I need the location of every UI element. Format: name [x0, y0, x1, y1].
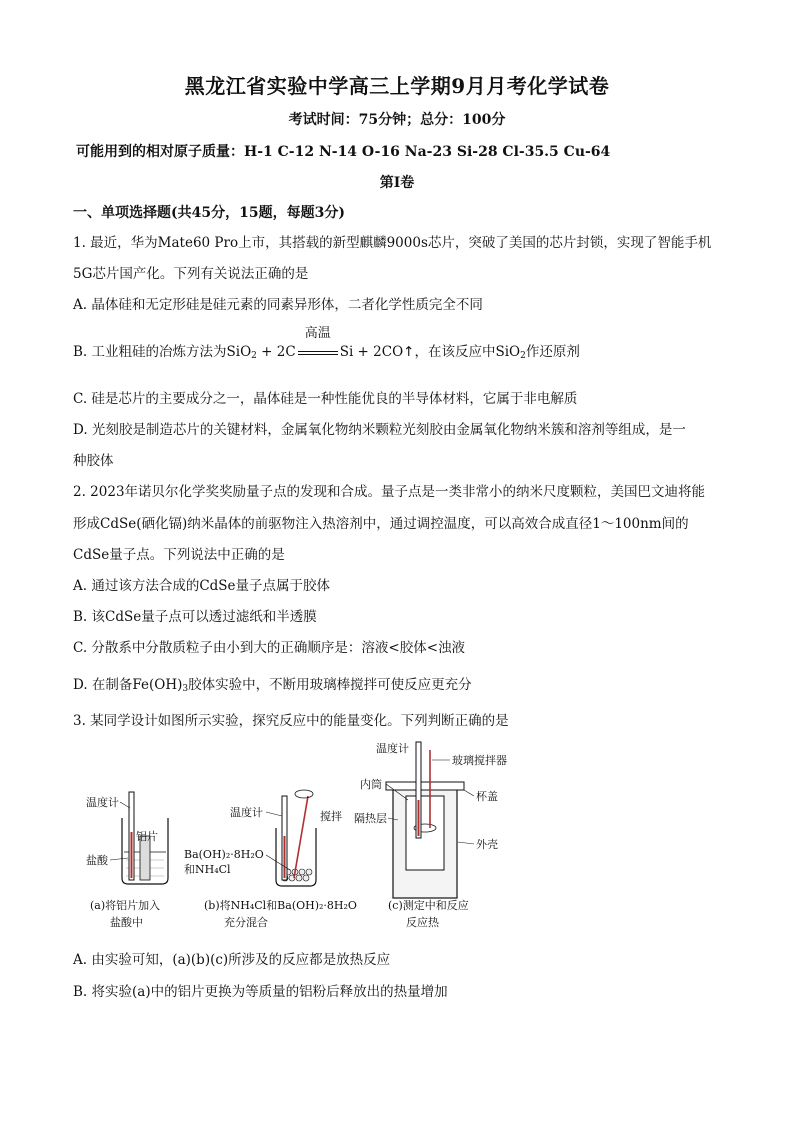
volume-label: 第Ⅰ卷 — [379, 175, 415, 191]
q1-option-b-end: 作还原剂 — [525, 344, 580, 360]
thermometer-a — [129, 792, 134, 880]
q3-option-b: B. 将实验(a)中的铝片更换为等质量的铝粉后释放出的热量增加 — [73, 984, 448, 1000]
section-heading: 一、单项选择题(共45分，15题，每题3分) — [73, 205, 345, 221]
b-reagent-line1: Ba(OH)₂·8H₂O — [184, 848, 264, 861]
q3-option-a: A. 由实验可知，(a)(b)(c)所涉及的反应都是放热反应 — [73, 952, 391, 968]
reaction-arrow — [296, 326, 340, 362]
c-caption-line2: 反应热 — [406, 916, 439, 929]
calorimeter — [386, 782, 464, 898]
q1-option-d-line1: D. 光刻胶是制造芯片的关键材料，金属氧化物纳米颗粒光刻胶由金属氧化物纳米簇和溶剂等组成，是一 — [73, 422, 686, 438]
c-thermometer-label: 温度计 — [376, 742, 409, 755]
b-thermometer-label: 温度计 — [230, 806, 263, 819]
c-caption-line1: (c)测定中和反应 — [388, 899, 469, 912]
q1-option-b-suffix: ，在该反应中SiO — [414, 344, 521, 360]
experiment-diagram — [80, 740, 520, 940]
q2-stem-line2: 形成CdSe(硒化镉)纳米晶体的前驱物注入热溶剂中，通过调控温度，可以高效合成直径1～100nm间的 — [73, 516, 689, 532]
stir-icon — [295, 790, 313, 798]
experiment-figure — [80, 740, 520, 940]
q1-option-d-line2: 种胶体 — [73, 453, 114, 469]
atomic-masses — [76, 141, 610, 161]
c-lid-label: 杯盖 — [476, 790, 498, 803]
b-caption-line2: 充分混合 — [224, 916, 268, 929]
glass-rod-b — [294, 796, 308, 878]
exam-time: 考试时间：75分钟；总分：100分 — [288, 112, 506, 128]
q2-option-c: C. 分散系中分散质粒子由小到大的正确顺序是：溶液<胶体<浊液 — [73, 640, 466, 656]
q2-option-d-suffix: 胶体实验中，不断用玻璃棒搅拌可使反应更充分 — [188, 677, 472, 693]
c-inner-label: 内筒 — [360, 778, 382, 791]
a-caption-line1: (a)将铝片加入 — [90, 899, 161, 912]
reaction-condition: 高温 — [304, 326, 331, 341]
c-insulation-label: 隔热层 — [354, 812, 387, 825]
a-al-label: 铝片 — [136, 830, 158, 843]
b-caption-line1: (b)将NH₄Cl和Ba(OH)₂·8H₂O — [204, 899, 357, 912]
q1-option-b: B. 工业粗硅的冶炼方法为SiO$_2$ + 2C 高温 Si + 2CO↑，在该反应中SiO$_2$作还原剂 — [73, 326, 580, 361]
c-shell-label: 外壳 — [476, 838, 498, 851]
q2-option-d-prefix: D. 在制备Fe(OH) — [73, 677, 183, 693]
b-stir-label: 搅拌 — [320, 810, 342, 823]
c-stirrer-label: 玻璃搅拌器 — [452, 754, 507, 767]
q1-option-c: C. 硅是芯片的主要成分之一，晶体硅是一种性能优良的半导体材料，它属于非电解质 — [73, 391, 578, 407]
b-reagent-line2: 和NH₄Cl — [184, 863, 231, 876]
thermometer-c — [416, 742, 421, 838]
q2-stem-line3: CdSe量子点。下列说法中正确的是 — [73, 547, 285, 563]
a-thermometer-label: 温度计 — [86, 796, 119, 809]
calorimeter-lid — [386, 782, 464, 790]
q1-stem-line1: 1. 最近，华为Mate60 Pro上市，其搭载的新型麒麟9000s芯片，突破了美国的芯片封锁，实现了智能手机 — [73, 235, 712, 251]
q2-option-d: D. 在制备$Fe(OH)_3$胶体实验中，不断用玻璃棒搅拌可使反应更充分 — [73, 677, 472, 694]
atomic-masses-values: H-1 C-12 N-14 O-16 Na-23 Si-28 Cl-35.5 Cu-64 — [244, 144, 611, 160]
q2-stem-line1: 2. 2023年诺贝尔化学奖奖励量子点的发现和合成。量子点是一类非常小的纳米尺度颗粒，美国巴文迪将能 — [73, 484, 706, 500]
atomic-masses-label: 可能用到的相对原子质量： — [76, 144, 244, 160]
q2-option-a: A. 通过该方法合成的CdSe量子点属于胶体 — [73, 578, 331, 594]
q3-stem: 3. 某同学设计如图所示实验，探究反应中的能量变化。下列判断正确的是 — [73, 713, 509, 729]
q1-stem-line2: 5G芯片国产化。下列有关说法正确的是 — [73, 266, 309, 282]
q1-option-a: A. 晶体硅和无定形硅是硅元素的同素异形体，二者化学性质完全不同 — [73, 297, 483, 313]
q1-option-b-prefix: B. 工业粗硅的冶炼方法为 — [73, 344, 227, 360]
a-caption-line2: 盐酸中 — [110, 916, 143, 929]
a-hcl-label: 盐酸 — [86, 854, 108, 867]
q2-option-b: B. 该CdSe量子点可以透过滤纸和半透膜 — [73, 609, 317, 625]
exam-title: 黑龙江省实验中学高三上学期9月月考化学试卷 — [184, 74, 610, 98]
